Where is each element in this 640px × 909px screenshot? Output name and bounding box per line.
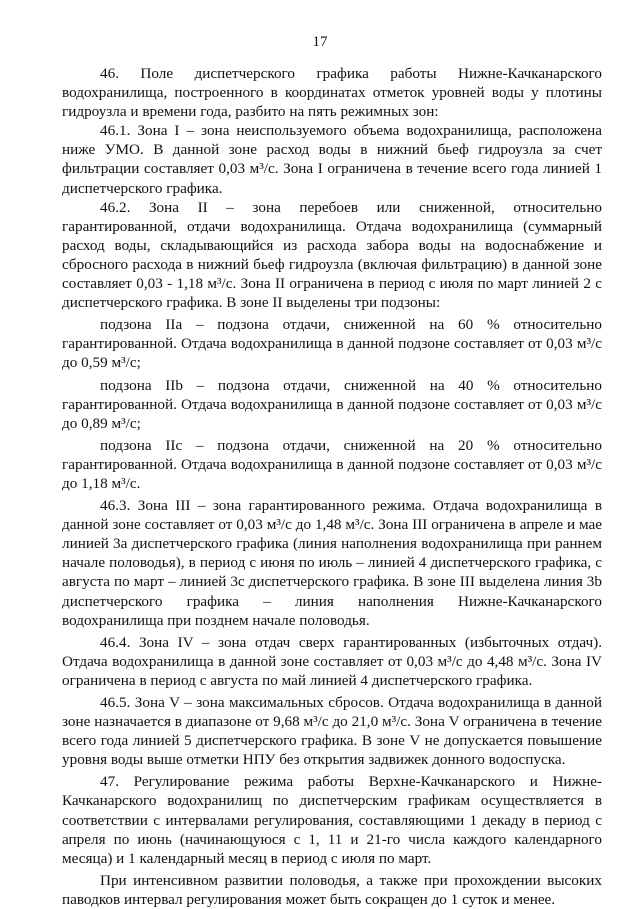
subzone-iia: подзона IIa – подзона отдачи, сниженной на 60 % относительно гарантированной. Отдача водохранилища в данной подзоне составляет от 0,03 м³/с до 0,59 м³/с; [62,316,602,372]
paragraph-46: 46. Поле диспетчерского графика работы Нижне-Качканарского водохранилища, построенного в координатах отметок уровней воды у плотины гидроузла и времени года, разбито на пять режимных зон: [62,65,602,121]
document-body [62,64,602,909]
paragraph-46-4: 46.4. Зона IV – зона отдач сверх гарантированных (избыточных отдач). Отдача водохранилища в данной зоне составляет от 0,03 м³/с до 4,48 м³/с. Зона IV ограничена в период с августа по май линией 4 диспетчерского графика. [62,633,602,689]
paragraph-46-2: 46.2. Зона II – зона перебоев или сниженной, относительно гарантированной, отдачи водохранилища. Отдача водохранилища (суммарный расход воды, складывающийся из расхода забора воды на водоснабжение и сбросного расхода в нижний бьеф гидроузла (включая фильтрацию) в данной зоне составляет 0,03 - 1,18 м³/с. Зона II ограничена в период с июля по март линией 2 с диспетчерского графика. В зоне II выделены три подзоны: [62,198,602,312]
paragraph-47: 47. Регулирование режима работы Верхне-Качканарского и Нижне-Качканарского водохранилищ по диспетчерским графикам осуществляется в соответствии с интервалами регулирования, составляющими 1 декаду в период с апреля по июнь (начинающуюся с 1, 11 и 21-го числа каждого календарного месяца) и 1 календарный месяц в период с июля по март. [62,773,602,867]
page-number: 17 [312,34,328,50]
paragraph-46-3: 46.3. Зона III – зона гарантированного режима. Отдача водохранилища в данной зоне составляет от 0,03 м³/с до 1,48 м³/с. Зона III ограничена в апреле и мае линией 3а диспетчерского графика (линия наполнения водохранилища при раннем начале половодья), в период с июня по июль – линией 4 диспетчерского графика, с августа по март – линией 3с диспетчерского графика. В зоне III выделена линия 3b диспетчерского графика – линия наполнения Нижне-Качканарского водохранилища при позднем начале половодья. [62,497,602,629]
subzone-iic: подзона IIc – подзона отдачи, сниженной на 20 % относительно гарантированной. Отдача водохранилища в данной подзоне составляет от 0,03 м³/с до 1,18 м³/с. [62,436,602,492]
paragraph-46-1: 46.1. Зона I – зона неиспользуемого объема водохранилища, расположена ниже УМО. В данной зоне расход воды в нижний бьеф гидроузла за счет фильтрации составляет 0,03 м³/с. Зона I ограничена в течение всего года линией 1 диспетчерского графика. [62,122,602,197]
paragraph-46-5: 46.5. Зона V – зона максимальных сбросов. Отдача водохранилища в данной зоне назначается в диапазоне от 9,68 м³/с до 21,0 м³/с. Зона V ограничена в течение всего года линией 5 диспетчерского графика. В зоне V не допускается повышение уровня воды выше отметки НПУ без открытия задвижек донного водоспуска. [62,694,602,769]
subzone-iib: подзона IIb – подзона отдачи, сниженной на 40 % относительно гарантированной. Отдача водохранилища в данной подзоне составляет от 0,03 м³/с до 0,89 м³/с; [62,376,602,432]
paragraph-47-note: При интенсивном развитии половодья, а также при прохождении высоких паводков интервал регулирования может быть сокращен до 1 суток и менее. [62,871,602,908]
